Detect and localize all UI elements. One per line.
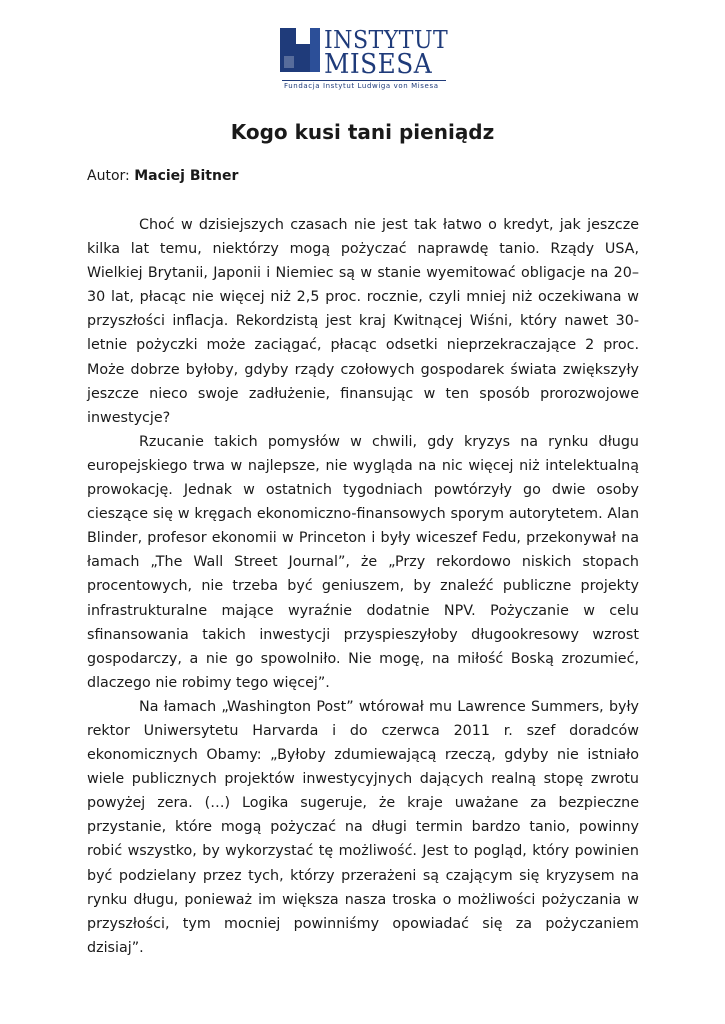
logo-mark-icon	[278, 26, 324, 76]
article-paragraph: Na łamach „Washington Post” wtórował mu Lawrence Summers, były rektor Uniwersytetu Harvarda i do czerwca 2011 r. szef doradców ekonomicznych Obamy: „Byłoby zdumiewającą rzeczą, gdyby nie istniało wiele publicznych projektów inwestycyjnych dających realną stopę zwrotu powyżej zera. (…) Logika sugeruje, że kraje uważane za bezpieczne przystanie, które mogą pożyczać na długi termin bardzo tanio, powinny robić wszystko, by wykorzystać tę możliwość. Jest to pogląd, który powinien być podzielany przez tych, którzy przerażeni są czającym się kryzysem na rynku długu, ponieważ im większa nasza troska o możliwości pożyczania w przyszłości, tym mocniej powinniśmy opowiadać się za pożyczaniem dzisiaj”.	[87, 698, 639, 956]
logo-wordmark-line2: MISESA	[324, 49, 433, 80]
author-label: Autor:	[87, 168, 130, 184]
article-paragraph: Choć w dzisiejszych czasach nie jest tak łatwo o kredyt, jak jeszcze kilka lat temu, niektórzy mogą pożyczać naprawdę tanio. Rządy USA, Wielkiej Brytanii, Japonii i Niemiec są w stanie wyemitować obligacje na 20–30 lat, płacąc nie więcej niż 2,5 proc. rocznie, czyli mniej niż oczekiwana w przyszłości inflacja. Rekordzistą jest kraj Kwitnącej Wiśni, który nawet 30-letnie pożyczki może zaciągać, płacąc odsetki nieprzekraczające 2 proc. Może dobrze byłoby, gdyby rządy czołowych gospodarek świata zwiększyły jeszcze nieco swoje zadłużenie, finansując w ten sposób prorozwojowe inwestycje?	[87, 217, 639, 426]
author-name: Maciej Bitner	[134, 168, 239, 184]
author-line	[87, 166, 238, 186]
article-paragraph: Rzucanie takich pomysłów w chwili, gdy kryzys na rynku długu europejskiego trwa w najlepsze, nie wygląda na nic więcej niż intelektualną prowokację. Jednak w ostatnich tygodniach powtórzyły go dwie osoby cieszące się w kręgach ekonomiczno-finansowych sporym autorytetem. Alan Blinder, profesor ekonomii w Princeton i były wiceszef Fedu, przekonywał na łamach „The Wall Street Journal”, że „Przy rekordowo niskich stopach procentowych, nie trzeba być geniuszem, by znaleźć publiczne projekty infrastrukturalne mające wyraźnie dodatnie NPV. Pożyczanie w celu sfinansowania takich inwestycji przyspieszyłoby długookresowy wzrost gospodarczy, a nie go spowolniło. Nie mogę, na miłość Boską zrozumieć, dlaczego nie robimy tego więcej”.	[87, 433, 639, 691]
logo-divider	[282, 80, 446, 81]
article-body	[87, 213, 639, 960]
logo-wordmark-line1: INSTYTUT	[324, 26, 449, 54]
logo-tagline: Fundacja Instytut Ludwiga von Misesa	[284, 82, 439, 90]
institute-logo	[278, 24, 448, 94]
article-title: Kogo kusi tani pieniądz	[230, 120, 495, 145]
